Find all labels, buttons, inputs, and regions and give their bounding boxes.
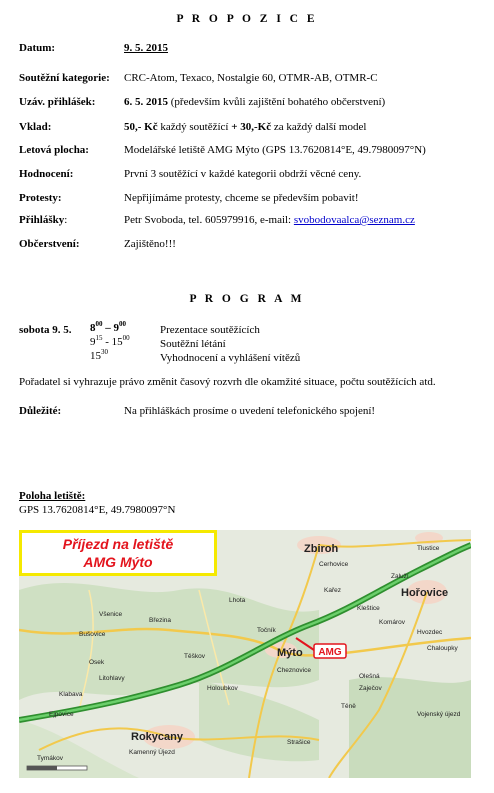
map-place-label: Tymákov bbox=[37, 755, 64, 762]
time-start-min: 00 bbox=[95, 320, 103, 328]
vklad-amount: 50,- Kč bbox=[124, 121, 158, 133]
time-end-min: 00 bbox=[122, 334, 130, 342]
protesty-label: Protesty: bbox=[19, 192, 62, 204]
hodnoceni-label: Hodnocení: bbox=[19, 168, 74, 180]
map-place-label: Zaluží bbox=[391, 573, 409, 580]
map-place-label: Litohlavy bbox=[99, 675, 125, 682]
map-place-label: Vojenský újezd bbox=[417, 711, 461, 718]
map-place-label: Rokycany bbox=[131, 731, 183, 743]
time-end-min: 00 bbox=[119, 320, 126, 328]
map-place-label: Kleštice bbox=[357, 605, 380, 612]
map-place-label: Zaječov bbox=[359, 685, 382, 692]
vklad-text: každý soutěžící bbox=[157, 121, 232, 133]
map-place-label: Hořovice bbox=[401, 587, 449, 599]
banner-line-1: Příjezd na letiště bbox=[62, 536, 174, 552]
vklad-extra-amount: + 30,-Kč bbox=[231, 121, 272, 133]
datum-label: Datum: bbox=[19, 42, 56, 54]
vklad-value bbox=[124, 121, 366, 133]
kategorie-label: Soutěžní kategorie: bbox=[19, 72, 110, 84]
program-note: Pořadatel si vyhrazuje právo změnit časový rozvrh dle okamžité situace, počtu soutěžících atd. bbox=[19, 376, 436, 388]
time-sep: - bbox=[102, 336, 112, 348]
dulezite-label: Důležité: bbox=[19, 405, 62, 417]
obcerstveni-label: Občerstvení: bbox=[19, 238, 80, 250]
time-sep: – bbox=[102, 322, 114, 334]
prihlasky-value bbox=[124, 214, 415, 226]
uzaverka-label: Uzáv. přihlášek: bbox=[19, 96, 96, 108]
map-place-label: Hvozdec bbox=[417, 629, 443, 636]
time-end: 9 bbox=[113, 322, 119, 334]
datum-value: 9. 5. 2015 bbox=[124, 42, 168, 54]
schedule-text-0: Prezentace soutěžících bbox=[160, 324, 260, 336]
map-place-label: Lhota bbox=[229, 597, 246, 604]
time-start-min: 15 bbox=[95, 334, 103, 342]
map-place-label: Kamenný Újezd bbox=[129, 749, 175, 756]
kategorie-value: CRC-Atom, Texaco, Nostalgie 60, OTMR-AB, OTMR-C bbox=[124, 72, 378, 84]
time-start-min: 30 bbox=[101, 348, 108, 356]
banner-line-2: AMG Mýto bbox=[83, 554, 153, 570]
prihlasky-label: Přihlášky bbox=[19, 214, 65, 226]
map-place-label: Cerhovice bbox=[319, 561, 349, 568]
hodnoceni-value: První 3 soutěžící v každé kategorii obdrží věcné ceny. bbox=[124, 168, 362, 180]
map-place-label: Březina bbox=[149, 617, 172, 624]
map-place-label: Klabava bbox=[59, 691, 83, 698]
map-place-label: Holoubkov bbox=[207, 685, 238, 692]
propozice-title: P R O P O Z I C E bbox=[176, 13, 318, 25]
map-place-label: Těně bbox=[341, 703, 356, 710]
map-place-label: Ejpovice bbox=[49, 711, 74, 718]
time-start: 8 bbox=[90, 322, 96, 334]
program-day: sobota 9. 5. bbox=[19, 324, 72, 336]
map-place-label: Zbiroh bbox=[304, 543, 339, 555]
map-place-label: Komárov bbox=[379, 619, 406, 626]
protesty-value: Nepřijímáme protesty, chceme se především pobavit! bbox=[124, 192, 359, 204]
amg-marker-label: AMG bbox=[318, 647, 342, 658]
vklad-label: Vklad: bbox=[19, 121, 52, 133]
map-place-label: Mýto bbox=[277, 647, 303, 659]
letova-plocha-label: Letová plocha: bbox=[19, 144, 89, 156]
map-place-label: Strašice bbox=[287, 739, 311, 746]
obcerstveni-value: Zajištěno!!! bbox=[124, 238, 176, 250]
location-map[interactable] bbox=[19, 530, 471, 778]
schedule-text-1: Soutěžní létání bbox=[160, 338, 226, 350]
map-place-label: Všenice bbox=[99, 611, 123, 618]
map-place-label: Olešná bbox=[359, 673, 380, 680]
map-banner bbox=[19, 530, 217, 576]
schedule-time-1 bbox=[90, 336, 130, 348]
uzaverka-value bbox=[124, 96, 385, 108]
time-start: 15 bbox=[90, 350, 101, 362]
map-place-label: Točník bbox=[257, 627, 276, 634]
prihlasky-label-wrap bbox=[19, 214, 67, 226]
program-title: P R O G R A M bbox=[189, 293, 305, 305]
map-place-label: Kařez bbox=[324, 587, 341, 594]
prihlasky-colon: : bbox=[64, 214, 68, 226]
poloha-heading: Poloha letiště: bbox=[19, 490, 86, 502]
map-place-label: Bušovice bbox=[79, 631, 106, 638]
time-start: 9 bbox=[90, 336, 96, 348]
schedule-text-2: Vyhodnocení a vyhlášení vítězů bbox=[160, 352, 301, 364]
letova-plocha-value: Modelářské letiště AMG Mýto (GPS 13.7620814°E, 49.7980097°N) bbox=[124, 144, 426, 156]
prihlasky-contact: Petr Svoboda, tel. 605979916, e-mail: bbox=[124, 214, 294, 226]
map-place-label: Chaloupky bbox=[427, 645, 458, 652]
time-end: 15 bbox=[111, 336, 123, 348]
vklad-text2: za každý další model bbox=[271, 121, 367, 133]
map-place-label: Osek bbox=[89, 659, 105, 666]
map-place-label: Těškov bbox=[184, 653, 205, 660]
map-place-label: Tlustice bbox=[417, 545, 440, 552]
email-link[interactable]: svobodovaalca@seznam.cz bbox=[293, 214, 415, 226]
schedule-time-2 bbox=[90, 350, 108, 362]
dulezite-text: Na přihláškách prosíme o uvedení telefonického spojení! bbox=[124, 405, 376, 417]
uzaverka-date: 6. 5. 2015 bbox=[124, 96, 168, 108]
schedule-time-0 bbox=[90, 322, 126, 334]
uzaverka-note: (především kvůli zajištění bohatého občerstvení) bbox=[168, 96, 386, 108]
gps-text: GPS 13.7620814°E, 49.7980097°N bbox=[19, 504, 176, 516]
map-place-label: Cheznovice bbox=[277, 667, 311, 674]
